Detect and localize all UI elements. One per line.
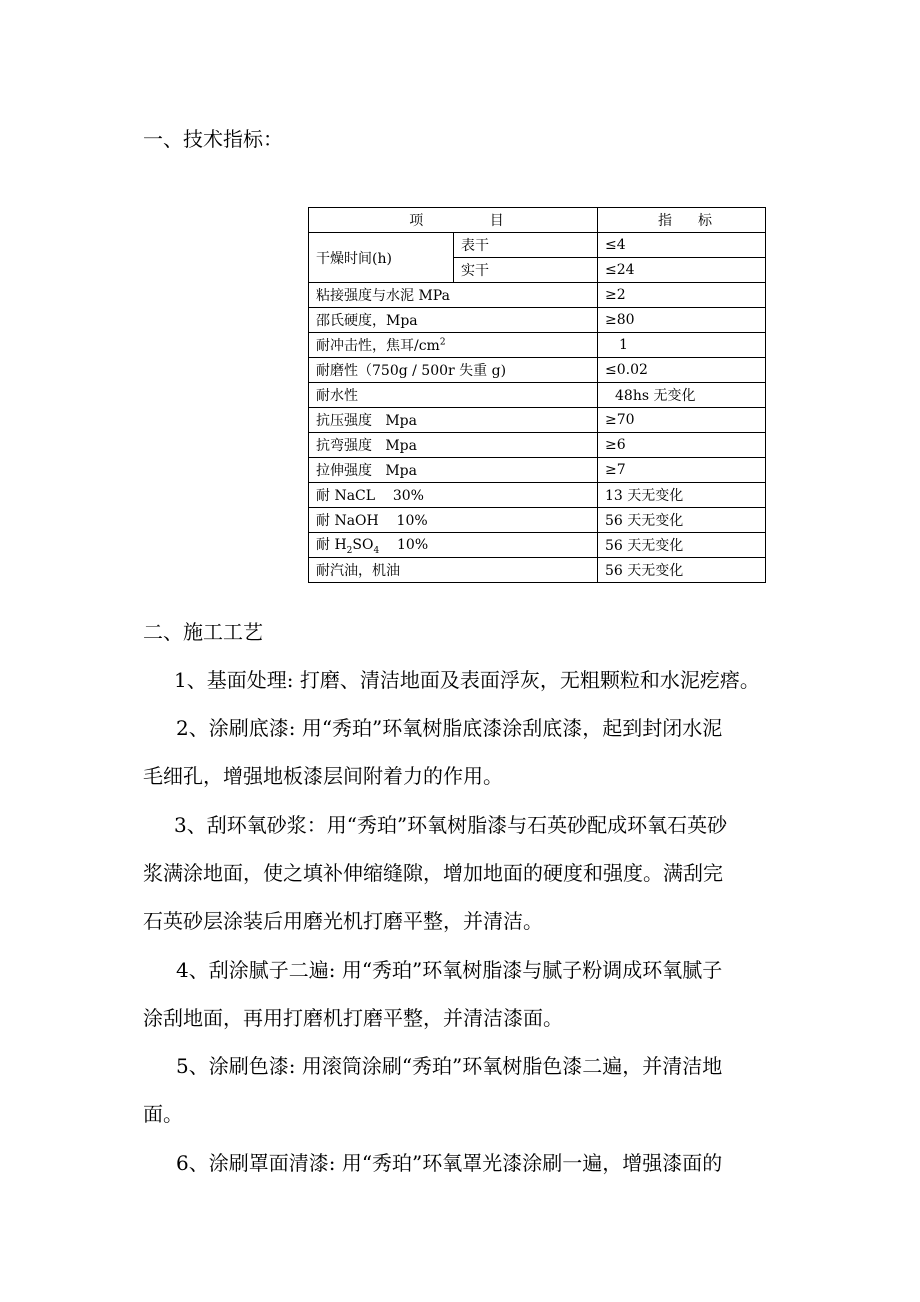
table-row <box>309 308 766 333</box>
surface-dry-label: 表干 <box>454 233 598 258</box>
table-row <box>309 433 766 458</box>
row-label: 耐冲击性，焦耳$/cm^2$ <box>309 333 598 358</box>
process-line: 浆满涂地面，使之填补伸缩缝隙，增加地面的硬度和强度。满刮完 <box>143 861 723 885</box>
table-row <box>309 233 766 258</box>
dry-time-label: 干燥时间(h) <box>309 233 454 283</box>
process-line: 6、涂刷罩面清漆: 用“秀珀”环氧罩光漆涂刷一遍，增强漆面的 <box>176 1151 723 1175</box>
tech-spec-table <box>308 207 766 583</box>
row-value: 56 天无变化 <box>598 558 766 583</box>
surface-dry-value: ≤4 <box>598 233 766 258</box>
table-row <box>309 283 766 308</box>
section-1-title: 一、技术指标： <box>143 127 283 151</box>
table-row <box>309 408 766 433</box>
row-label: 抗弯强度 Mpa <box>309 433 598 458</box>
row-value: 13 天无变化 <box>598 483 766 508</box>
process-line: 面。 <box>143 1102 183 1126</box>
hard-dry-value: ≤24 <box>598 258 766 283</box>
table-row <box>309 358 766 383</box>
table-row <box>309 508 766 533</box>
process-line: 2、涂刷底漆: 用“秀珀”环氧树脂底漆涂刮底漆，起到封闭水泥 <box>176 716 723 740</box>
process-line: 4、刮涂腻子二遍: 用“秀珀”环氧树脂漆与腻子粉调成环氧腻子 <box>176 958 723 982</box>
process-line: 5、涂刷色漆: 用滚筒涂刷“秀珀”环氧树脂色漆二遍，并清洁地 <box>176 1054 723 1078</box>
process-line: 毛细孔，增强地板漆层间附着力的作用。 <box>143 764 503 788</box>
process-line: 涂刮地面，再用打磨机打磨平整，并清洁漆面。 <box>143 1006 563 1030</box>
table-row <box>309 458 766 483</box>
process-line: 3、刮环氧砂浆：用“秀珀”环氧树脂漆与石英砂配成环氧石英砂 <box>174 813 728 837</box>
hard-dry-label: 实干 <box>454 258 598 283</box>
row-label: 耐汽油，机油 <box>309 558 598 583</box>
table-row <box>309 533 766 558</box>
table-header-row <box>309 208 766 233</box>
table-row <box>309 483 766 508</box>
header-spec: 指 标 <box>598 208 766 233</box>
row-value: ≤0.02 <box>598 358 766 383</box>
row-value: ≥6 <box>598 433 766 458</box>
row-label: 耐 NaCL 30% <box>309 483 598 508</box>
table-row <box>309 333 766 358</box>
row-label: 邵氏硬度，Mpa <box>309 308 598 333</box>
table-row <box>309 558 766 583</box>
row-value: 56 天无变化 <box>598 508 766 533</box>
process-line: 石英砂层涂装后用磨光机打磨平整，并清洁。 <box>143 909 543 933</box>
row-label: 抗压强度 Mpa <box>309 408 598 433</box>
row-label: 耐 $H_2SO_4$ 10% <box>309 533 598 558</box>
row-value: ≥7 <box>598 458 766 483</box>
row-label: 耐水性 <box>309 383 598 408</box>
process-line: 1、基面处理: 打磨、清洁地面及表面浮灰，无粗颗粒和水泥疙瘩。 <box>174 668 760 692</box>
table-row <box>309 383 766 408</box>
row-value: 48hs 无变化 <box>598 383 766 408</box>
row-label: 耐磨性（750g / 500r 失重 g) <box>309 358 598 383</box>
row-value: ≥2 <box>598 283 766 308</box>
row-label: 耐 NaOH 10% <box>309 508 598 533</box>
row-value: 1 <box>598 333 766 358</box>
header-item: 项 目 <box>309 208 598 233</box>
section-2-title: 二、施工工艺 <box>143 620 263 644</box>
row-value: 56 天无变化 <box>598 533 766 558</box>
row-label: 粘接强度与水泥 MPa <box>309 283 598 308</box>
row-value: ≥80 <box>598 308 766 333</box>
row-value: ≥70 <box>598 408 766 433</box>
row-label: 拉伸强度 Mpa <box>309 458 598 483</box>
